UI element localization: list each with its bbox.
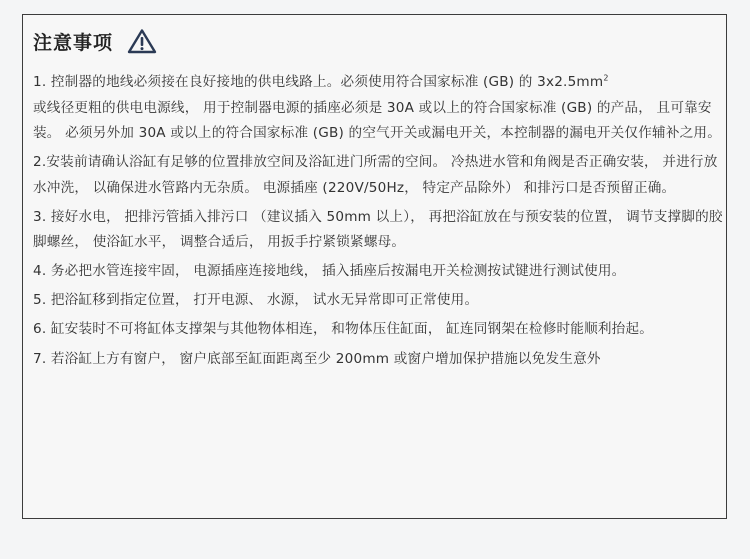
superscript-square: 2 bbox=[603, 73, 609, 83]
warning-triangle-icon bbox=[127, 28, 157, 54]
list-item-4: 4. 务必把水管连接牢固， 电源插座连接地线， 插入插座后按漏电开关检测按试键进行测试使用。 bbox=[33, 263, 626, 280]
notice-list bbox=[33, 70, 723, 372]
list-item-3: 3. 接好水电， 把排污管插入排污口 （建议插入 50mm 以上）， 再把浴缸放在与预安装的位置， 调节支撑脚的胶脚螺丝， 使浴缸水平， 调整合适后， 用扳手拧紧锁紧螺母。 bbox=[33, 208, 723, 251]
list-item-1: 1. 控制器的地线必须接在良好接地的供电线路上。必须使用符合国家标准 (GB) 的 $3x2.5mm^2$ 或线径更粗的供电电源线， 用于控制器电源的插座必须是 30A 或以上的符合国家标准 (GB) 的产品， 且可靠安装。 必须另外加 30A 或以上的符合国家标准 (GB) 的空气开关或漏电开关，本控制器的漏电开关仅作辅补之用。 bbox=[33, 73, 721, 141]
notice-card bbox=[22, 14, 727, 519]
list-item-6: 6. 缸安装时不可将缸体支撑架与其他物体相连， 和物体压住缸面， 缸连同钢架在检修时能顺利抬起。 bbox=[33, 321, 654, 338]
page-title: 注意事项 bbox=[33, 31, 114, 54]
title-row bbox=[33, 27, 157, 55]
list-item-7: 7. 若浴缸上方有窗户， 窗户底部至缸面距离至少 200mm 或窗户增加保护措施以免发生意外 bbox=[33, 350, 601, 367]
list-item-5: 5. 把浴缸移到指定位置， 打开电源、 水源， 试水无异常即可正常使用。 bbox=[33, 292, 479, 309]
list-item-2: 2.安装前请确认浴缸有足够的位置排放空间及浴缸进门所需的空间。 冷热进水管和角阀是否正确安装， 并进行放水冲洗， 以确保进水管路内无杂质。 电源插座 (220V/50Hz， 特定产品除外） 和排污口是否预留正确。 bbox=[33, 154, 718, 196]
